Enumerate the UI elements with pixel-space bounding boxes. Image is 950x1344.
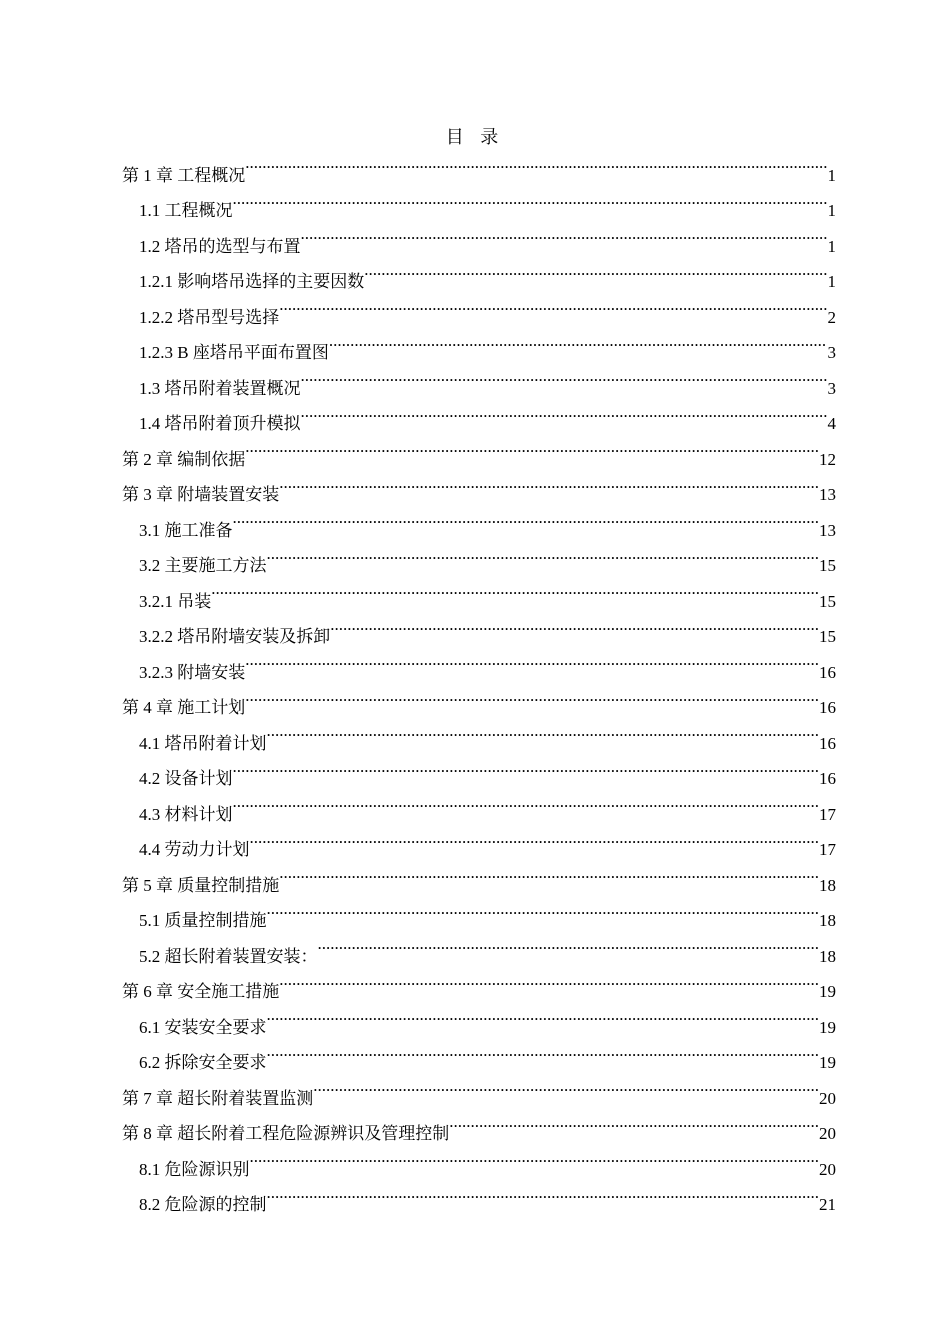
toc-entry-title: 第 3 章 附墙装置安装 bbox=[122, 485, 280, 504]
toc-dot-leader bbox=[279, 962, 818, 998]
toc-page-number: 3 bbox=[827, 343, 836, 362]
toc-entry-title: 4.1 塔吊附着计划 bbox=[139, 733, 267, 753]
toc-dot-leader bbox=[233, 500, 819, 536]
toc-dot-leader bbox=[245, 642, 818, 678]
toc-page-number: 1 bbox=[827, 272, 836, 291]
toc-page-number: 20 bbox=[819, 1088, 836, 1108]
toc-entry-title: 1.2.1 影响塔吊选择的主要因数 bbox=[139, 272, 365, 291]
toc-entry-title: 1.2 塔吊的选型与布置 bbox=[139, 236, 301, 256]
toc-page-number: 15 bbox=[819, 591, 836, 611]
toc-page-number: 20 bbox=[819, 1159, 836, 1179]
toc-entry-title: 第 6 章 安全施工措施 bbox=[122, 982, 280, 1001]
toc-entry-title: 3.2 主要施工方法 bbox=[139, 556, 267, 575]
toc-dot-leader bbox=[267, 891, 819, 927]
toc-title: 目 录 bbox=[445, 127, 505, 147]
toc-entry-title: 3.2.1 吊装 bbox=[139, 591, 212, 611]
toc-entry-title: 3.2.2 塔吊附墙安装及拆卸 bbox=[139, 627, 331, 646]
toc-dot-leader bbox=[279, 465, 818, 501]
toc-entry-title: 6.2 拆除安全要求 bbox=[139, 1053, 267, 1072]
toc-page-number: 13 bbox=[819, 485, 836, 504]
toc-page-number: 18 bbox=[819, 911, 836, 930]
toc-entry-title: 1.1 工程概况 bbox=[139, 201, 233, 220]
toc-page-number: 15 bbox=[819, 556, 836, 575]
toc-dot-leader bbox=[233, 784, 819, 820]
toc-entry-title: 第 8 章 超长附着工程危险源辨识及管理控制 bbox=[122, 1124, 450, 1143]
toc-chapter-entry[interactable] bbox=[122, 145, 836, 185]
toc-dot-leader bbox=[313, 1068, 818, 1104]
toc-dot-leader bbox=[267, 1175, 819, 1211]
toc-page-number: 3 bbox=[827, 378, 836, 398]
toc-entry-title: 第 4 章 施工计划 bbox=[122, 698, 246, 717]
toc-page-number: 1 bbox=[827, 201, 836, 220]
toc-dot-leader bbox=[364, 252, 826, 288]
toc-dot-leader bbox=[245, 429, 818, 465]
toc-dot-leader bbox=[329, 323, 827, 359]
toc-entry-title: 1.2.3 B 座塔吊平面布置图 bbox=[139, 343, 329, 362]
toc-dot-leader bbox=[301, 358, 827, 394]
toc-entry-title: 3.1 施工准备 bbox=[139, 520, 233, 540]
toc-page-number: 16 bbox=[819, 733, 836, 753]
toc-entry-title: 1.2.2 塔吊型号选择 bbox=[139, 307, 280, 327]
toc-dot-leader bbox=[318, 926, 819, 962]
toc-dot-leader bbox=[301, 394, 827, 430]
toc-page-number: 21 bbox=[819, 1195, 836, 1214]
toc-entry-title: 4.3 材料计划 bbox=[139, 804, 233, 824]
toc-page-number: 12 bbox=[819, 449, 836, 469]
toc-dot-leader bbox=[279, 855, 818, 891]
toc-page-number: 16 bbox=[819, 698, 836, 717]
toc-section-entry[interactable] bbox=[122, 607, 836, 646]
toc-entry-title: 4.2 设备计划 bbox=[139, 769, 233, 788]
toc-dot-leader bbox=[233, 181, 827, 217]
toc-dot-leader bbox=[245, 145, 826, 181]
toc-entry-title: 5.2 超长附着装置安装： bbox=[139, 946, 318, 966]
toc-entry-title: 第 7 章 超长附着装置监测 bbox=[122, 1088, 314, 1108]
toc-dot-leader bbox=[449, 1104, 818, 1140]
toc-entry-title: 1.3 塔吊附着装置概况 bbox=[139, 378, 301, 398]
toc-section-entry[interactable] bbox=[122, 571, 836, 611]
toc-page-number: 1 bbox=[827, 236, 836, 256]
toc-page-number: 15 bbox=[819, 627, 836, 646]
toc-page-number: 19 bbox=[819, 1017, 836, 1037]
toc-entry-title: 8.1 危险源识别 bbox=[139, 1159, 250, 1179]
toc-list bbox=[122, 145, 836, 1214]
toc-dot-leader bbox=[279, 287, 826, 323]
toc-page-number: 17 bbox=[819, 840, 836, 859]
toc-dot-leader bbox=[233, 749, 819, 785]
toc-page-number: 19 bbox=[819, 1053, 836, 1072]
toc-dot-leader bbox=[267, 713, 819, 749]
toc-page-number: 4 bbox=[827, 414, 836, 433]
toc-page-number: 16 bbox=[819, 662, 836, 682]
toc-page-number: 17 bbox=[819, 804, 836, 824]
toc-page-number: 20 bbox=[819, 1124, 836, 1143]
toc-entry-title: 第 5 章 质量控制措施 bbox=[122, 875, 280, 895]
toc-entry-title: 8.2 危险源的控制 bbox=[139, 1195, 267, 1214]
toc-entry-title: 4.4 劳动力计划 bbox=[139, 840, 250, 859]
toc-dot-leader bbox=[267, 997, 819, 1033]
toc-page-number: 18 bbox=[819, 946, 836, 966]
toc-dot-leader bbox=[245, 678, 818, 714]
toc-entry-title: 1.4 塔吊附着顶升模拟 bbox=[139, 414, 301, 433]
toc-dot-leader bbox=[250, 1139, 819, 1175]
toc-page-number: 18 bbox=[819, 875, 836, 895]
toc-page-number: 13 bbox=[819, 520, 836, 540]
toc-entry-title: 第 2 章 编制依据 bbox=[122, 449, 246, 469]
toc-entry-title: 3.2.3 附墙安装 bbox=[139, 662, 246, 682]
toc-page-number: 2 bbox=[827, 307, 836, 327]
toc-dot-leader bbox=[330, 607, 818, 643]
toc-dot-leader bbox=[267, 536, 819, 572]
toc-dot-leader bbox=[267, 1033, 819, 1069]
toc-dot-leader bbox=[250, 820, 819, 856]
toc-entry-title: 第 1 章 工程概况 bbox=[122, 165, 246, 185]
toc-entry-title: 5.1 质量控制措施 bbox=[139, 911, 267, 930]
toc-page-number: 1 bbox=[827, 165, 836, 185]
toc-dot-leader bbox=[211, 571, 818, 607]
toc-entry-title: 6.1 安装安全要求 bbox=[139, 1017, 267, 1037]
toc-page-number: 16 bbox=[819, 769, 836, 788]
toc-page-number: 19 bbox=[819, 982, 836, 1001]
toc-dot-leader bbox=[301, 216, 827, 252]
